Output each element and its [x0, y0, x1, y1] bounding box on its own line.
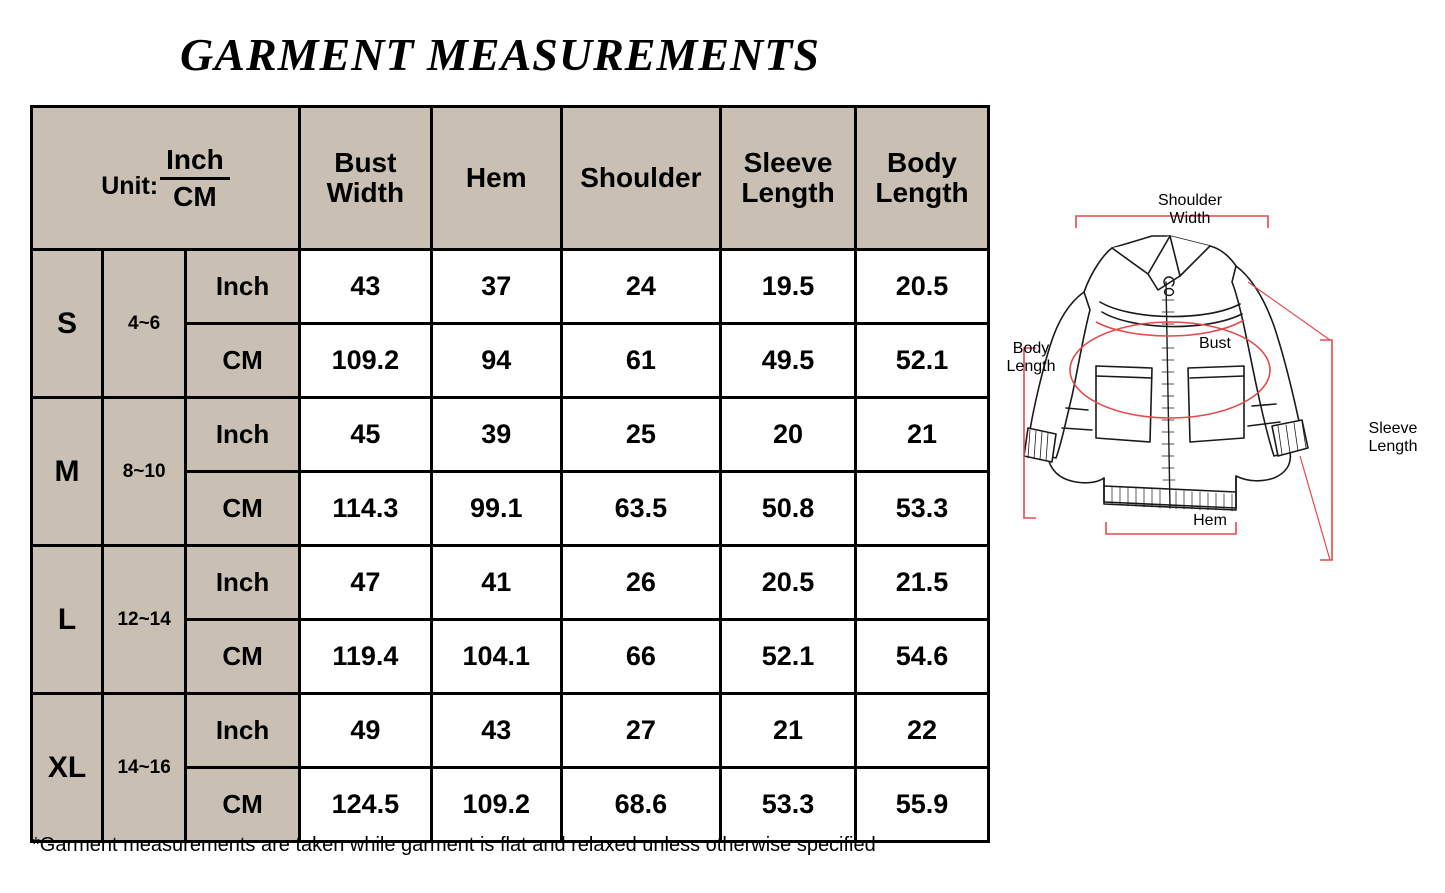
size-label-l: L: [32, 546, 103, 694]
cell-xl-cm-body: 55.9: [856, 768, 989, 842]
numeric-size-s: 4~6: [103, 250, 186, 398]
cell-xl-cm-shoulder: 68.6: [561, 768, 720, 842]
measurements-table: [30, 105, 990, 843]
unit-row-inch: Inch: [186, 546, 300, 620]
unit-fraction: [160, 145, 230, 212]
cell-xl-cm-bust: 124.5: [299, 768, 431, 842]
cell-l-inch-body: 21.5: [856, 546, 989, 620]
cell-xl-inch-hem: 43: [431, 694, 561, 768]
label-line: Length: [1006, 358, 1056, 376]
cell-s-inch-body: 20.5: [856, 250, 989, 324]
label-body-length: [1000, 340, 1062, 377]
unit-row-inch: Inch: [186, 694, 300, 768]
cell-l-cm-bust: 119.4: [299, 620, 431, 694]
cell-m-inch-bust: 45: [299, 398, 431, 472]
unit-row-cm: CM: [186, 472, 300, 546]
cell-s-inch-shoulder: 24: [561, 250, 720, 324]
label-shoulder-width: [1125, 192, 1255, 229]
garment-diagram: [1000, 170, 1445, 640]
unit-row-inch: Inch: [186, 250, 300, 324]
label-line: Shoulder: [1157, 192, 1223, 209]
header-line: Hem: [465, 161, 527, 193]
column-header-hem: [431, 107, 561, 250]
label-sleeve-length: [1348, 420, 1438, 457]
column-header-body-length: [856, 107, 989, 250]
cell-s-inch-hem: 37: [431, 250, 561, 324]
cell-xl-cm-hem: 109.2: [431, 768, 561, 842]
size-label-xl: XL: [32, 694, 103, 842]
numeric-size-m: 8~10: [103, 398, 186, 546]
page-title: GARMENT MEASUREMENTS: [180, 29, 820, 80]
header-line: Shoulder: [580, 161, 702, 193]
cell-m-inch-body: 21: [856, 398, 989, 472]
cell-xl-cm-sleeve: 53.3: [721, 768, 856, 842]
cell-s-cm-body: 52.1: [856, 324, 989, 398]
label-line: Body: [1012, 340, 1050, 357]
unit-label: Unit:: [101, 171, 159, 200]
unit-header-cell: [32, 107, 300, 250]
label-bust: Bust: [1198, 335, 1231, 352]
size-label-s: S: [32, 250, 103, 398]
footnote: *Garment measurements are taken while garment is flat and relaxed unless otherwise specified: [32, 834, 876, 856]
column-header-sleeve-length: [721, 107, 856, 250]
cell-l-inch-sleeve: 20.5: [721, 546, 856, 620]
cell-s-cm-shoulder: 61: [561, 324, 720, 398]
label-line: Width: [1169, 210, 1211, 228]
column-header-shoulder: [561, 107, 720, 250]
label-hem: Hem: [1193, 512, 1227, 529]
fraction-bar: [160, 177, 230, 180]
cell-s-cm-hem: 94: [431, 324, 561, 398]
table-row: [32, 546, 989, 620]
cell-l-inch-hem: 41: [431, 546, 561, 620]
cell-xl-inch-body: 22: [856, 694, 989, 768]
cell-l-cm-body: 54.6: [856, 620, 989, 694]
cell-m-inch-shoulder: 25: [561, 398, 720, 472]
header-line: Width: [326, 177, 405, 208]
header-line: Body: [887, 146, 957, 178]
table-row: [32, 694, 989, 768]
cell-xl-inch-shoulder: 27: [561, 694, 720, 768]
cell-m-cm-bust: 114.3: [299, 472, 431, 546]
cell-l-inch-shoulder: 26: [561, 546, 720, 620]
cell-l-cm-hem: 104.1: [431, 620, 561, 694]
cell-xl-inch-bust: 49: [299, 694, 431, 768]
unit-row-cm: CM: [186, 768, 300, 842]
cell-m-cm-sleeve: 50.8: [721, 472, 856, 546]
cell-m-inch-hem: 39: [431, 398, 561, 472]
cell-s-inch-bust: 43: [299, 250, 431, 324]
cell-m-cm-shoulder: 63.5: [561, 472, 720, 546]
unit-row-cm: CM: [186, 324, 300, 398]
unit-row-cm: CM: [186, 620, 300, 694]
cell-m-inch-sleeve: 20: [721, 398, 856, 472]
cell-xl-inch-sleeve: 21: [721, 694, 856, 768]
unit-numerator: Inch: [166, 143, 224, 175]
cell-s-cm-sleeve: 49.5: [721, 324, 856, 398]
garment-illustration-svg: [1000, 170, 1445, 640]
cell-l-inch-bust: 47: [299, 546, 431, 620]
size-label-m: M: [32, 398, 103, 546]
label-line: Sleeve: [1368, 420, 1418, 437]
numeric-size-l: 12~14: [103, 546, 186, 694]
unit-denominator: CM: [173, 181, 217, 212]
table-row: [32, 398, 989, 472]
cell-s-inch-sleeve: 19.5: [721, 250, 856, 324]
column-header-bust-width: [299, 107, 431, 250]
table-header-row: [32, 107, 989, 250]
cell-s-cm-bust: 109.2: [299, 324, 431, 398]
header-line: Length: [875, 177, 969, 208]
header-line: Bust: [334, 146, 397, 178]
table-row: [32, 250, 989, 324]
header-line: Sleeve: [743, 146, 833, 178]
cell-m-cm-body: 53.3: [856, 472, 989, 546]
header-line: Length: [741, 177, 835, 208]
cell-l-cm-sleeve: 52.1: [721, 620, 856, 694]
cell-l-cm-shoulder: 66: [561, 620, 720, 694]
unit-row-inch: Inch: [186, 398, 300, 472]
label-line: Length: [1368, 438, 1418, 456]
numeric-size-xl: 14~16: [103, 694, 186, 842]
cell-m-cm-hem: 99.1: [431, 472, 561, 546]
